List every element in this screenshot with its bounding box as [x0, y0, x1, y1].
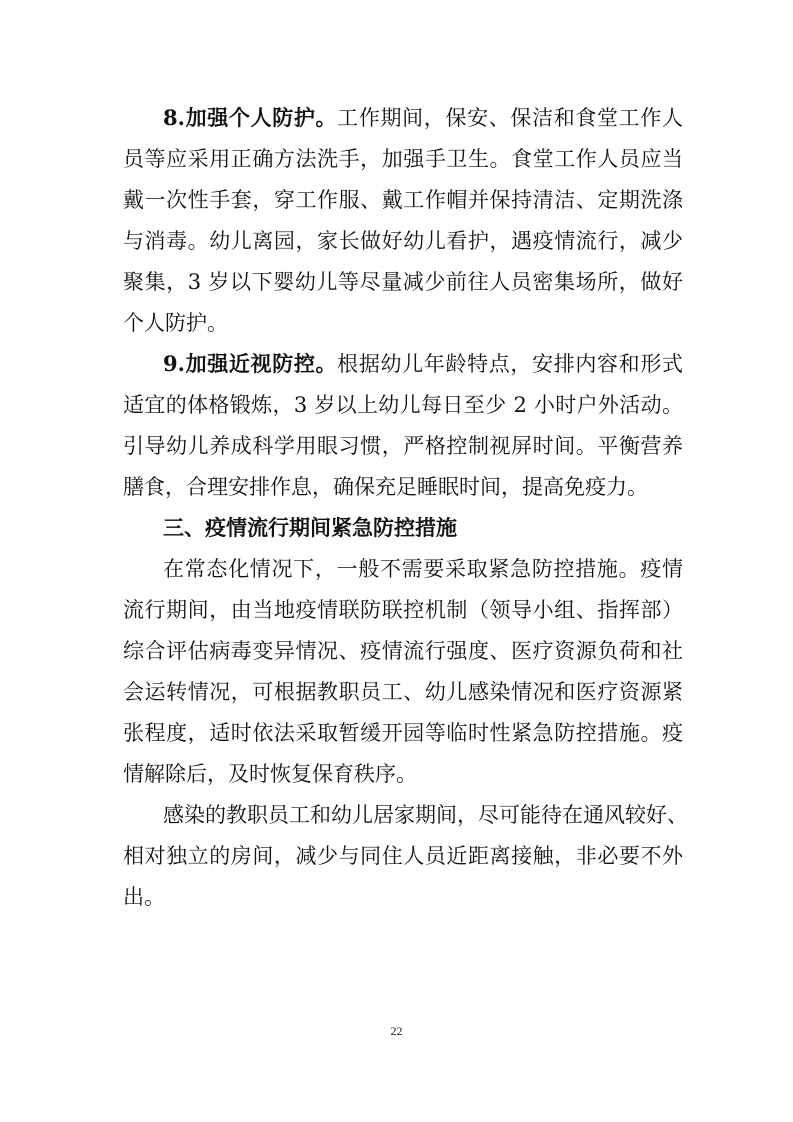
item8-line-2: 员等应采用正确方法洗手，加强手卫生。食堂工作人员应当	[123, 147, 683, 171]
para1-line-5: 张程度，适时依法采取暂缓开园等临时性紧急防控措施。疫	[123, 721, 683, 745]
item9-line-1	[163, 349, 683, 379]
para1-line-1: 在常态化情况下，一般不需要采取紧急防控措施。疫情	[163, 557, 683, 581]
para2-line-2: 相对独立的房间，减少与同住人员近距离接触，非必要不外	[123, 844, 683, 868]
para2-line-3: 出。	[123, 885, 165, 909]
item9-line-3: 引导幼儿养成科学用眼习惯，严格控制视屏时间。平衡营养	[123, 434, 683, 458]
section-heading-3: 三、疫情流行期间紧急防控措施	[163, 516, 457, 540]
para1-line-2: 流行期间，由当地疫情联防联控机制（领导小组、指挥部）	[123, 598, 683, 622]
item8-text-1: 工作期间，保安、保洁和食堂工作人	[337, 106, 683, 130]
page-number: 22	[390, 1024, 403, 1038]
para1-line-4: 会运转情况，可根据教职员工、幼儿感染情况和医疗资源紧	[123, 680, 683, 704]
item9-title: 9.加强近视防控。	[163, 351, 338, 376]
item9-line-4: 膳食，合理安排作息，确保充足睡眠时间，提高免疫力。	[123, 475, 648, 499]
item8-line-6: 个人防护。	[123, 311, 228, 335]
para1-line-3: 综合评估病毒变异情况、疫情流行强度、医疗资源负荷和社	[123, 639, 683, 663]
para2-line-1: 感染的教职员工和幼儿居家期间，尽可能待在通风较好、	[163, 803, 688, 827]
item9-text-1: 根据幼儿年龄特点，安排内容和形式	[337, 352, 683, 376]
item9-line-2: 适宜的体格锻炼，3 岁以上幼儿每日至少 2 小时户外活动。	[123, 393, 683, 417]
item8-line-3: 戴一次性手套，穿工作服、戴工作帽并保持清洁、定期洗涤	[123, 188, 683, 212]
item8-line-4: 与消毒。幼儿离园，家长做好幼儿看护，遇疫情流行，减少	[123, 229, 683, 253]
item8-line-5: 聚集，3 岁以下婴幼儿等尽量减少前往人员密集场所，做好	[123, 270, 683, 294]
item8-title: 8.加强个人防护。	[163, 105, 338, 130]
item8-line-1	[163, 103, 683, 133]
para1-line-6: 情解除后，及时恢复保育秩序。	[123, 762, 417, 786]
